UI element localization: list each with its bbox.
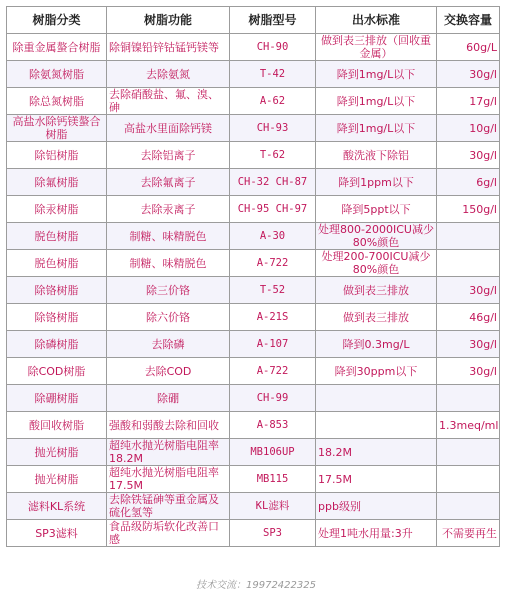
cell-standard: 降到1mg/L以下 [316,61,437,88]
cell-function: 除铜镍铅锌钴锰钙镁等 [107,34,230,61]
cell-function: 去除铁锰砷等重金属及硫化氢等 [107,493,230,520]
cell-standard: 17.5M [316,466,437,493]
cell-category: 除氨氮树脂 [7,61,107,88]
cell-capacity: 30g/l [437,277,500,304]
cell-standard: 降到5ppt以下 [316,196,437,223]
table-row [7,466,500,493]
cell-function: 食品级防垢软化改善口感 [107,520,230,547]
table-row [7,115,500,142]
cell-category: 抛光树脂 [7,439,107,466]
cell-standard: 酸洗液下除铝 [316,142,437,169]
cell-category: 滤料KL系统 [7,493,107,520]
cell-capacity: 1.3meq/ml [437,412,500,439]
cell-model: A-722 [230,358,316,385]
cell-capacity: 10g/l [437,115,500,142]
table-row [7,88,500,115]
table-row [7,250,500,277]
cell-model: CH-90 [230,34,316,61]
cell-capacity [437,466,500,493]
cell-function: 去除COD [107,358,230,385]
cell-category: 除重金属螯合树脂 [7,34,107,61]
cell-capacity: 60g/L [437,34,500,61]
cell-model: CH-93 [230,115,316,142]
cell-capacity: 17g/l [437,88,500,115]
cell-function: 高盐水里面除钙镁 [107,115,230,142]
cell-capacity [437,439,500,466]
resin-table-wrapper [6,6,499,547]
cell-model: CH-99 [230,385,316,412]
cell-model: A-21S [230,304,316,331]
header-exchange-capacity: 交换容量 [437,7,500,34]
cell-capacity [437,493,500,520]
cell-function: 去除硝酸盐、氟、溴、砷 [107,88,230,115]
cell-function: 制糖、味精脱色 [107,250,230,277]
header-resin-function: 树脂功能 [107,7,230,34]
cell-category: 酸回收树脂 [7,412,107,439]
cell-model: T-42 [230,61,316,88]
table-row [7,493,500,520]
cell-capacity [437,385,500,412]
cell-category: SP3滤料 [7,520,107,547]
table-row [7,223,500,250]
cell-model: SP3 [230,520,316,547]
cell-standard: 降到1mg/L以下 [316,88,437,115]
cell-function: 超纯水抛光树脂电阻率17.5M [107,466,230,493]
header-resin-category: 树脂分类 [7,7,107,34]
cell-model: CH-95 CH-97 [230,196,316,223]
table-body [7,34,500,547]
cell-standard: 做到表三排放 [316,277,437,304]
table-header-row [7,7,500,34]
cell-standard: 处理1吨水用量:3升 [316,520,437,547]
cell-capacity: 46g/l [437,304,500,331]
table-row [7,142,500,169]
table-row [7,34,500,61]
header-effluent-standard: 出水标准 [316,7,437,34]
cell-standard [316,412,437,439]
cell-model: A-722 [230,250,316,277]
cell-function: 超纯水抛光树脂电阻率18.2M [107,439,230,466]
table-row [7,385,500,412]
table-row [7,196,500,223]
cell-capacity: 30g/l [437,61,500,88]
cell-function: 去除氟离子 [107,169,230,196]
cell-model: MB106UP [230,439,316,466]
cell-standard: 降到30ppm以下 [316,358,437,385]
cell-category: 除铬树脂 [7,277,107,304]
cell-standard: 降到0.3mg/L [316,331,437,358]
table-row [7,277,500,304]
cell-model: A-62 [230,88,316,115]
cell-standard: 做到表三排放（回收重金属） [316,34,437,61]
cell-category: 除总氮树脂 [7,88,107,115]
cell-category: 除汞树脂 [7,196,107,223]
cell-standard: 降到1ppm以下 [316,169,437,196]
resin-table [6,6,500,547]
cell-standard: 18.2M [316,439,437,466]
cell-model: MB115 [230,466,316,493]
cell-model: CH-32 CH-87 [230,169,316,196]
cell-category: 除氟树脂 [7,169,107,196]
cell-category: 除硼树脂 [7,385,107,412]
cell-function: 除三价铬 [107,277,230,304]
table-row [7,412,500,439]
table-row [7,520,500,547]
cell-standard [316,385,437,412]
cell-function: 去除汞离子 [107,196,230,223]
cell-function: 去除磷 [107,331,230,358]
cell-capacity: 30g/l [437,142,500,169]
header-resin-model: 树脂型号 [230,7,316,34]
table-row [7,439,500,466]
cell-capacity: 6g/l [437,169,500,196]
cell-function: 制糖、味精脱色 [107,223,230,250]
cell-category: 除铬树脂 [7,304,107,331]
table-row [7,169,500,196]
cell-capacity: 150g/l [437,196,500,223]
cell-capacity: 不需要再生 [437,520,500,547]
cell-model: KL滤料 [230,493,316,520]
cell-function: 去除氨氮 [107,61,230,88]
cell-model: T-52 [230,277,316,304]
cell-function: 除硼 [107,385,230,412]
cell-standard: 做到表三排放 [316,304,437,331]
cell-category: 高盐水除钙镁螯合树脂 [7,115,107,142]
cell-standard: 处理800-2000ICU减少80%颜色 [316,223,437,250]
cell-category: 脱色树脂 [7,250,107,277]
cell-standard: ppb级别 [316,493,437,520]
cell-capacity: 30g/l [437,358,500,385]
cell-standard: 处理200-700ICU减少80%颜色 [316,250,437,277]
cell-capacity: 30g/l [437,331,500,358]
cell-capacity [437,223,500,250]
cell-category: 除磷树脂 [7,331,107,358]
cell-model: A-30 [230,223,316,250]
cell-category: 脱色树脂 [7,223,107,250]
cell-model: T-62 [230,142,316,169]
cell-category: 除COD树脂 [7,358,107,385]
cell-function: 去除铝离子 [107,142,230,169]
table-row [7,331,500,358]
table-row [7,358,500,385]
cell-function: 强酸和弱酸去除和回收 [107,412,230,439]
footer-contact: 技术交流：19972422325 [196,580,316,591]
cell-category: 抛光树脂 [7,466,107,493]
cell-model: A-853 [230,412,316,439]
table-row [7,304,500,331]
cell-category: 除铝树脂 [7,142,107,169]
cell-capacity [437,250,500,277]
cell-standard: 降到1mg/L以下 [316,115,437,142]
cell-model: A-107 [230,331,316,358]
cell-function: 除六价铬 [107,304,230,331]
table-row [7,61,500,88]
